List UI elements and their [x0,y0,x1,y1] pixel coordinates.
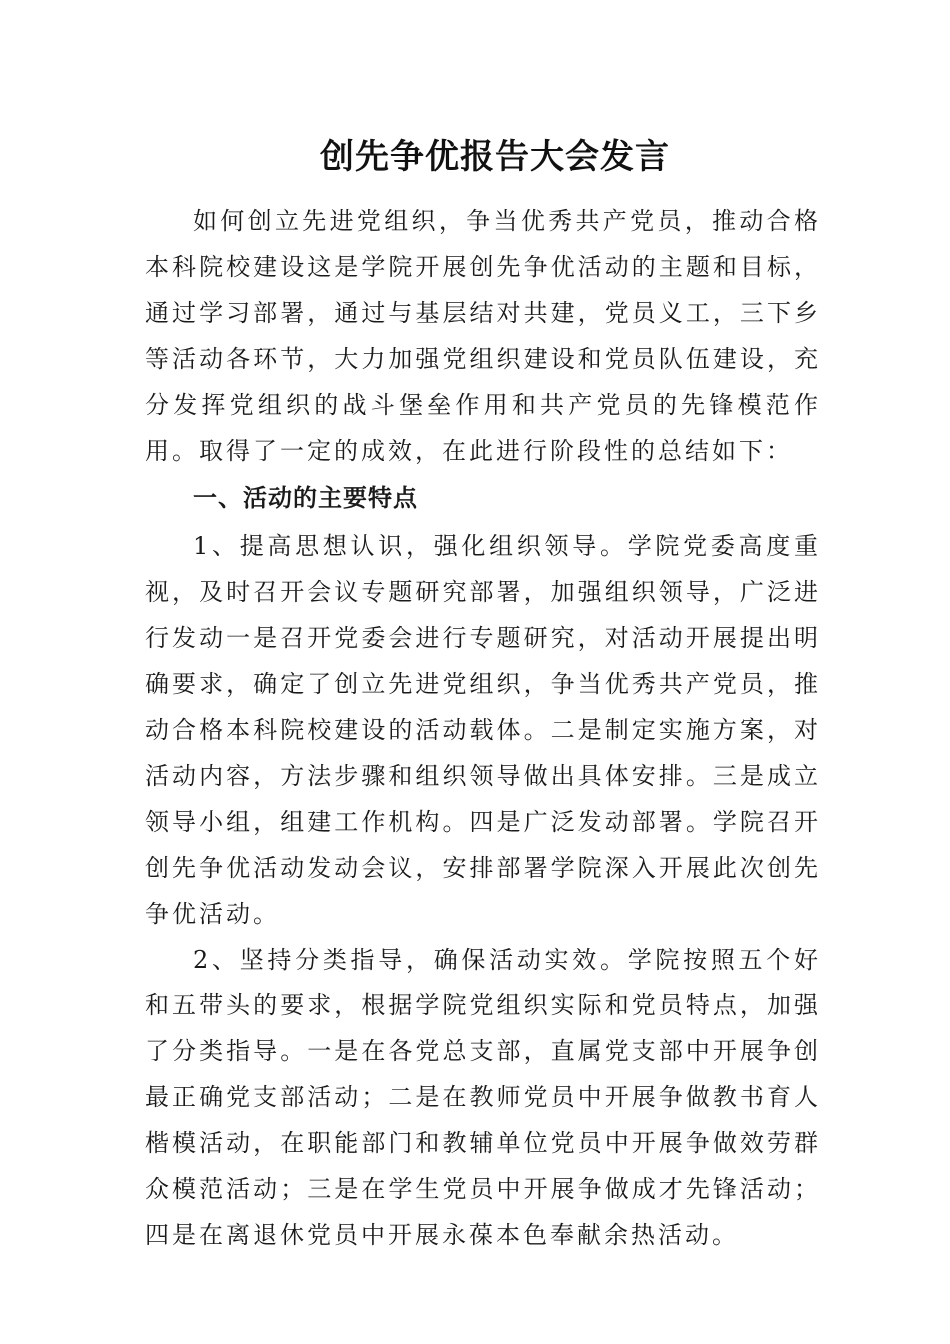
section-heading: 一、活动的主要特点 [193,484,418,513]
item-paragraph-2: 2、坚持分类指导，确保活动实效。学院按照五个好和五带头的要求，根据学院党组织实际和党员特点，加强了分类指导。一是在各党总支部，直属党支部中开展争创最正确党支部活动；二是在教师党员中开展争做教书育人楷模活动，在职能部门和教辅单位党员中开展争做效劳群众模范活动；三是在学生党员中开展争做成才先锋活动；四是在离退休党员中开展永葆本色奉献余热活动。 [145,945,821,1249]
intro-paragraph: 如何创立先进党组织，争当优秀共产党员，推动合格本科院校建设这是学院开展创先争优活动的主题和目标，通过学习部署，通过与基层结对共建，党员义工，三下乡等活动各环节，大力加强党组织建设和党员队伍建设，充分发挥党组织的战斗堡垒作用和共产党员的先锋模范作用。取得了一定的成效，在此进行阶段性的总结如下： [145,207,821,465]
document-title: 创先争优报告大会发言 [320,137,670,177]
item-paragraph-1: 1、提高思想认识，强化组织领导。学院党委高度重视，及时召开会议专题研究部署，加强组织领导，广泛进行发动一是召开党委会进行专题研究，对活动开展提出明确要求，确定了创立先进党组织，争当优秀共产党员，推动合格本科院校建设的活动载体。二是制定实施方案，对活动内容，方法步骤和组织领导做出具体安排。三是成立领导小组，组建工作机构。四是广泛发动部署。学院召开创先争优活动发动会议，安排部署学院深入开展此次创先争优活动。 [145,532,821,928]
document-body [145,199,821,1259]
